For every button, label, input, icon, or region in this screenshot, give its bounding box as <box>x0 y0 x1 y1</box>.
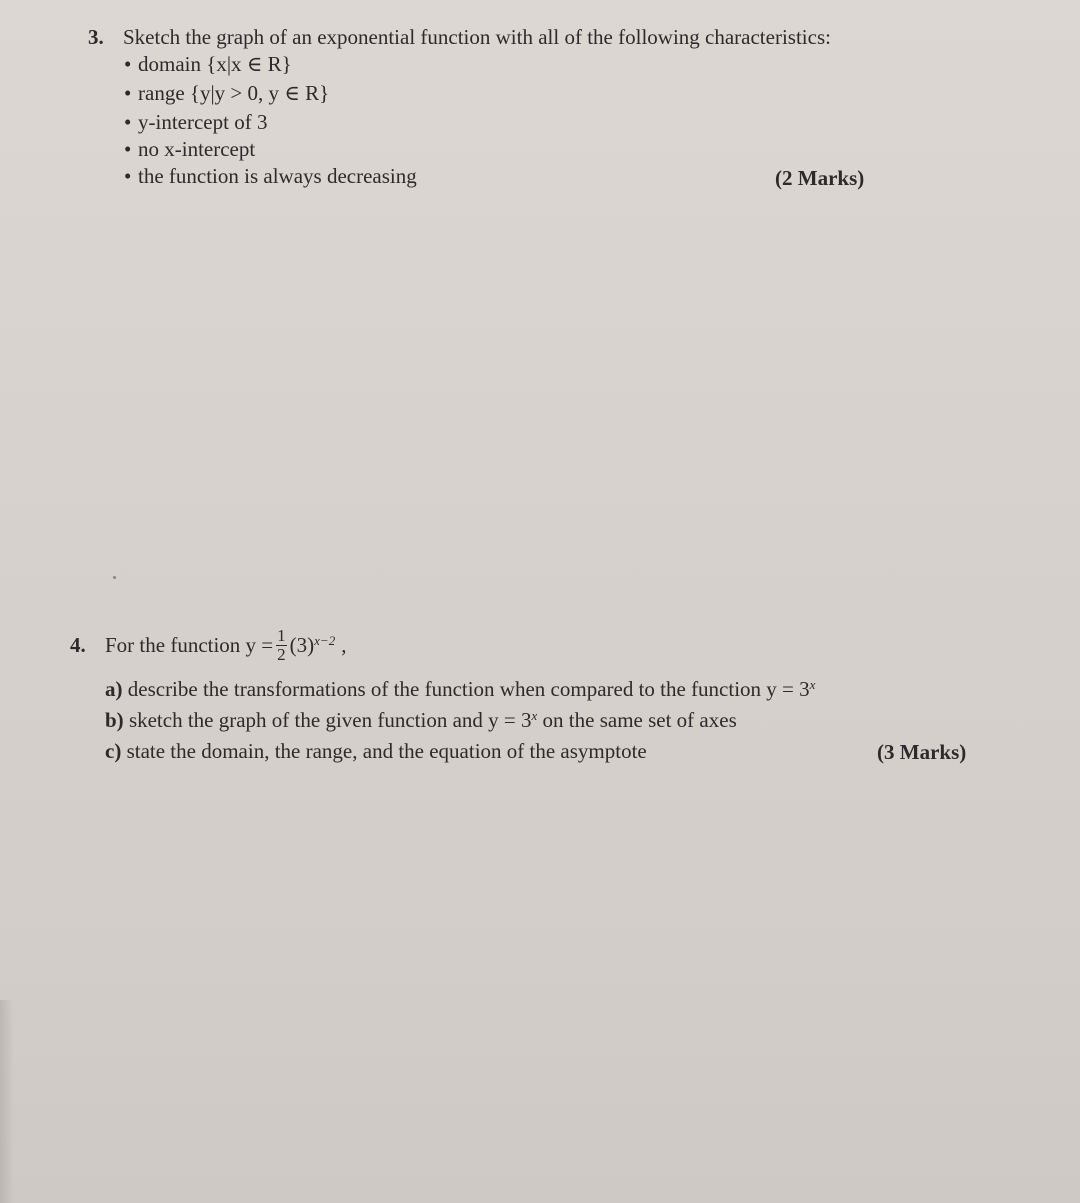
q3-bullet-domain <box>124 51 292 77</box>
fraction-one-half <box>276 627 287 664</box>
bullet-dot: • <box>124 81 132 105</box>
q3-marks: (2 Marks) <box>775 166 865 190</box>
bullet-dot: • <box>124 164 132 188</box>
q4-number: 4. <box>70 633 86 657</box>
paper-speck <box>113 576 116 579</box>
trailing-comma: , <box>341 633 347 657</box>
q3-bullet-yintercept <box>124 109 267 135</box>
part-text: describe the transformations of the function when compared to the function y = 3 <box>122 677 810 701</box>
part-label: a) <box>105 677 123 701</box>
q3-bullet-decreasing <box>124 163 417 189</box>
q4-part-c <box>105 738 647 764</box>
bullet-math: {x|x ∈ R} <box>206 52 292 76</box>
bullet-label: no x-intercept <box>138 137 256 161</box>
part-label: b) <box>105 708 124 732</box>
part-text: sketch the graph of the given function and y = 3 <box>123 708 532 732</box>
bullet-dot: • <box>124 110 132 134</box>
bullet-dot: • <box>124 52 132 76</box>
q4-part-a <box>105 676 815 702</box>
part-exponent: x <box>531 708 538 723</box>
bullet-math: {y|y > 0, y ∈ R} <box>189 81 330 105</box>
part-label: c) <box>105 739 122 763</box>
q3-bullet-no-xintercept <box>124 136 255 162</box>
q3-bullet-range <box>124 80 329 106</box>
q4-header <box>70 625 347 666</box>
bullet-label: range <box>138 81 190 105</box>
q4-prompt: For the function y = <box>105 633 274 657</box>
part-exponent: x <box>809 677 816 692</box>
q3-header <box>88 24 831 50</box>
q3-number: 3. <box>88 25 104 49</box>
q4-part-b <box>105 707 737 733</box>
q4-marks: (3 Marks) <box>877 740 967 764</box>
exponent: x−2 <box>314 633 336 648</box>
page-edge-shadow <box>0 1000 14 1203</box>
fraction-numerator: 1 <box>277 625 286 645</box>
fraction-denominator: 2 <box>277 644 286 664</box>
base: (3) <box>289 633 315 657</box>
q3-prompt: Sketch the graph of an exponential function with all of the following characteristics: <box>123 25 831 49</box>
part-text-after: on the same set of axes <box>537 708 737 732</box>
bullet-label: the function is always decreasing <box>138 164 417 188</box>
bullet-label: domain <box>138 52 207 76</box>
bullet-label: y-intercept of 3 <box>138 110 268 134</box>
part-text: state the domain, the range, and the equation of the asymptote <box>121 739 647 763</box>
bullet-dot: • <box>124 137 132 161</box>
